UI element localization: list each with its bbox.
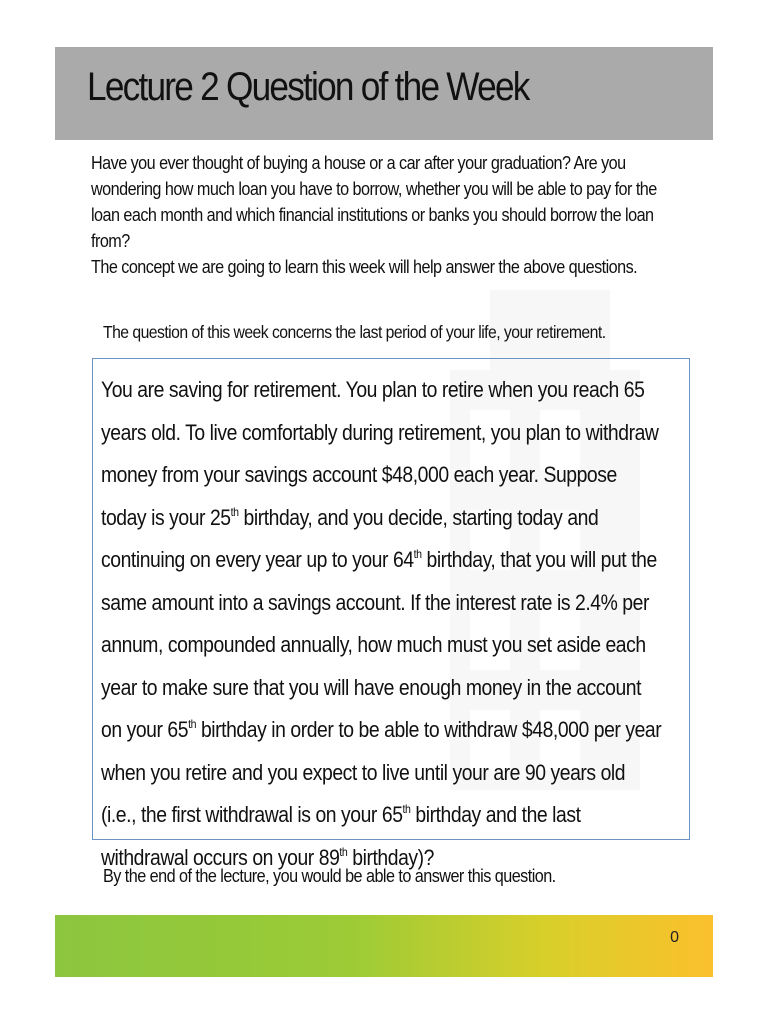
- question-text: [101, 369, 664, 879]
- ordinal-suffix: th: [339, 844, 348, 859]
- closing-note: By the end of the lecture, you would be able to answer this question.: [103, 866, 556, 886]
- ordinal-suffix: th: [413, 547, 422, 561]
- intro-summary: The concept we are going to learn this week will help answer the above questions.: [91, 257, 638, 277]
- question-part: birthday, and you decide, starting today and continuing on every year up to your 64: [101, 504, 599, 572]
- ordinal-suffix: th: [188, 717, 197, 731]
- page-title: Lecture 2 Question of the Week: [87, 65, 529, 109]
- ordinal-suffix: th: [402, 802, 411, 816]
- question-part: birthday, that you will put the same amount into a savings account. If the interest rate is 2.4% per annum, compounded annually, how much must you set aside each year to make sure that you will have enough money in the account on your 65: [101, 547, 657, 742]
- question-part: birthday and the last withdrawal occurs on your 89: [101, 802, 581, 870]
- question-context: The question of this week concerns the last period of your life, your retirement.: [103, 322, 606, 342]
- intro-text: [91, 150, 667, 280]
- ordinal-suffix: th: [230, 504, 239, 519]
- question-box: [92, 358, 690, 870]
- page-number: 0: [670, 929, 679, 946]
- question-part: birthday in order to be able to withdraw $48,000 per year when you retire and you expect to live until your are 90 years old (i.e., the first withdrawal is on your 65: [101, 717, 662, 827]
- footer-bar: [55, 915, 713, 977]
- intro-paragraph: Have you ever thought of buying a house or a car after your graduation? Are you wondering how much loan you have to borrow, whether you will be able to pay for the loan each month and which financial institutions or banks you should borrow the loan from?: [91, 153, 657, 251]
- question-part: You are saving for retirement. You plan to retire when you reach 65 years old. To live comfortably during retirement, you plan to withdraw money from your savings account $48,000 each year. Suppose today is your 25: [101, 377, 659, 530]
- question-part: birthday)?: [347, 844, 434, 870]
- title-bar: [55, 47, 713, 140]
